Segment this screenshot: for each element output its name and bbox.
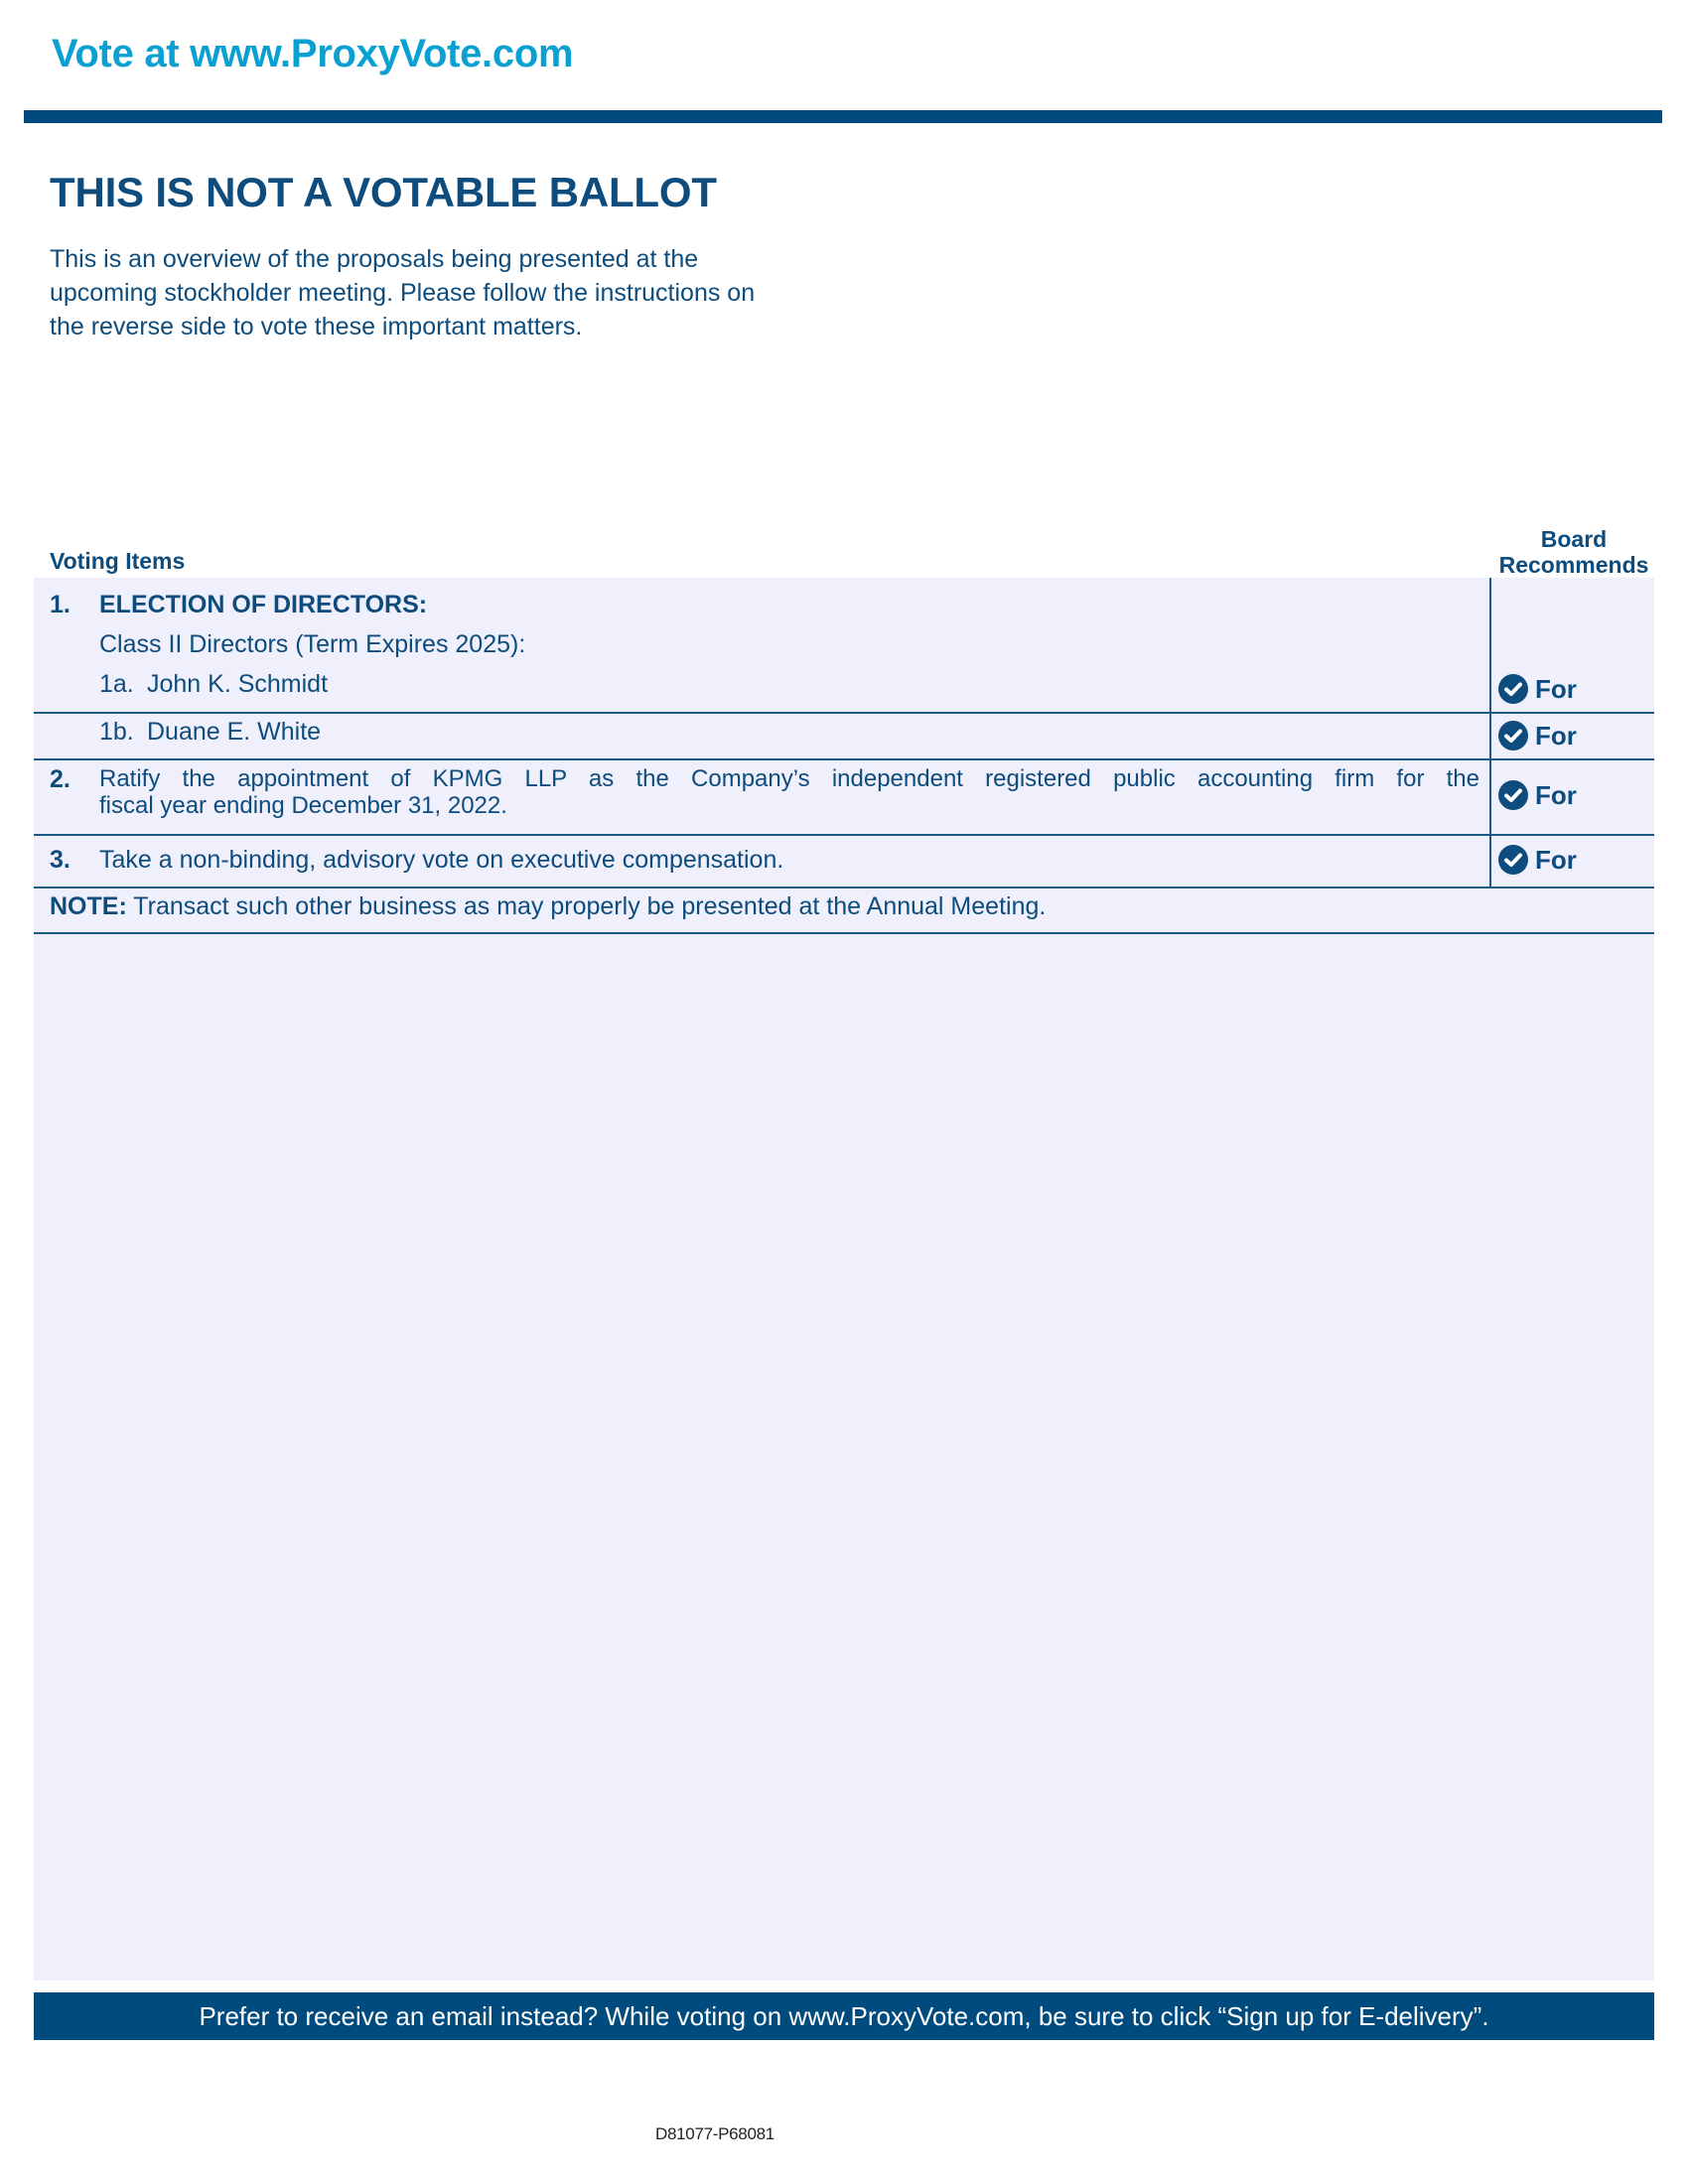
intro-line: upcoming stockholder meeting. Please follow the instructions on xyxy=(50,279,756,307)
item-number: 1. xyxy=(50,591,70,618)
check-circle-icon xyxy=(1497,779,1529,811)
row-divider xyxy=(34,758,1654,760)
recommendation-badge xyxy=(1497,720,1577,751)
e-delivery-banner: Prefer to receive an email instead? While voting on www.ProxyVote.com, be sure to click “Sign up for E-delivery”. xyxy=(34,1992,1654,2040)
nominee-label: 1b. xyxy=(99,718,134,746)
intro-paragraph xyxy=(50,242,844,343)
item-title: ELECTION OF DIRECTORS: xyxy=(99,591,428,618)
check-circle-icon xyxy=(1497,844,1529,876)
row-divider xyxy=(34,834,1654,836)
voting-items-header: Voting Items xyxy=(50,548,186,574)
nominee-label: 1a. xyxy=(99,670,134,698)
recommendation-badge xyxy=(1497,844,1577,876)
row-divider xyxy=(34,712,1654,714)
row-divider xyxy=(34,887,1654,888)
item-text: Take a non-binding, advisory vote on executive compensation. xyxy=(99,846,784,874)
note xyxy=(50,891,1046,921)
item-text-line: Ratify the appointment of KPMG LLP as the Company’s independent registered public accounting firm for the xyxy=(99,765,1479,792)
board-recommends-header xyxy=(1489,526,1658,578)
item-text-line: fiscal year ending December 31, 2022. xyxy=(99,792,507,819)
recommendation-text: For xyxy=(1535,779,1577,810)
header-rule xyxy=(24,110,1662,123)
recommendation-badge xyxy=(1497,779,1577,811)
row-divider xyxy=(34,932,1654,934)
check-circle-icon xyxy=(1497,673,1529,705)
item-number: 2. xyxy=(50,765,70,793)
column-divider xyxy=(1489,578,1491,888)
note-text: Transact such other business as may properly be presented at the Annual Meeting. xyxy=(126,892,1047,920)
item-subtitle: Class II Directors (Term Expires 2025): xyxy=(99,630,526,658)
intro-line: This is an overview of the proposals being presented at the xyxy=(50,245,699,273)
board-label: Board xyxy=(1540,526,1608,552)
check-circle-icon xyxy=(1497,720,1529,751)
page-title: THIS IS NOT A VOTABLE BALLOT xyxy=(50,169,717,215)
recommendation-badge xyxy=(1497,673,1577,705)
nominee-name: Duane E. White xyxy=(147,718,322,746)
item-number: 3. xyxy=(50,846,70,874)
recommends-label: Recommends xyxy=(1498,552,1649,578)
recommendation-text: For xyxy=(1535,720,1577,751)
recommendation-text: For xyxy=(1535,673,1577,704)
nominee-name: John K. Schmidt xyxy=(147,670,329,698)
intro-line: the reverse side to vote these important matters. xyxy=(50,313,583,341)
vote-link-title: Vote at www.ProxyVote.com xyxy=(52,32,574,75)
document-code: D81077-P68081 xyxy=(655,2124,774,2143)
note-label: NOTE: xyxy=(50,892,127,920)
recommendation-text: For xyxy=(1535,844,1577,875)
